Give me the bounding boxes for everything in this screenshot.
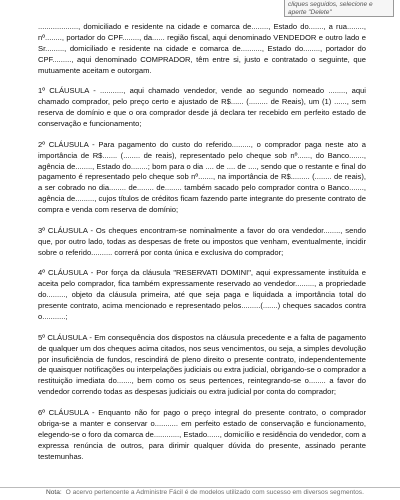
clause-3: 3º CLÁUSULA - Os cheques encontram-se nominalmente a favor do ora vendedor........, sendo que, por outro lado, todas as despesas de frete ou impostos que venham, eventualmente, incidir sobre o referido.......... correrá por conta única e exclusiva do comprador; [38, 225, 366, 257]
footnote-text: O acervo pertencente a Administre Fácil é de modelos utilizado com sucesso em diversos segmentos. [65, 489, 364, 496]
clause-5: 5º CLÁUSULA - Em consequência dos dispostos na cláusula precedente e a falta de pagamento de qualquer um dos cheques acima citados, nos seus vencimentos, ou seja, a simples devolução por insuficiência de fundos, rescindirá de pleno direito o presente contrato, independentemente de quaisquer notificações ou interpelações judiciais ou extra judicial, obrigando-se o comprador a restituição imediata do......., bem como os seus pertences, reintegrando-se o........ a favor do vendedor correndo todas as despesas judiciais ou extra judicial por conta do comprador; [38, 332, 366, 397]
contract-body [38, 22, 366, 472]
contract-preamble: ..................., domiciliado e residente na cidade e comarca de........, Estado do......., a rua........, nº........, portador do CPF........, da...... região fiscal, aqui denominado VENDEDOR e outro lado e Sr........., domiciliado e residente na cidade e comarca de.........., Estado do........, portador do CPF........., aqui denominado COMPRADOR, têm entre si, justo e contratado o seguinte, que mutuamente aceitam e outorgam. [38, 22, 366, 75]
footnote-label: Nota: [46, 489, 62, 496]
instruction-note-line-2: aperte "Delete" [288, 8, 332, 16]
clause-1: 1º CLÁUSULA - ..........., aqui chamado vendedor, vende ao segundo nomeado ........, aqui chamado comprador, pelo preço certo e ajustado de R$...... (......... de Reais), um (1) ......, sem reserva de domínio e que o ora comprador desde já declara ter recebido em perfeito estado de conservação e funcionamento; [38, 86, 366, 129]
instruction-note [284, 0, 394, 17]
instruction-note-line-1: cliques seguidos, selecione e [288, 1, 373, 8]
footnote [46, 489, 394, 496]
clause-6: 6º CLÁUSULA - Enquanto não for pago o preço integral do presente contrato, o comprador obriga-se a manter e conservar o........... em perfeito estado de conservação e funcionamento, elegendo-se o foro da comarca de............, Estado......, domicílio e residência do vendedor, com a expressa renúncia de outros, para dirimir qualquer dúvida do presente, assinado perante testemunhas. [38, 407, 366, 461]
clause-2: 2º CLÁUSULA - Para pagamento do custo do referido........., o comprador paga neste ato a importância de R$....... (........ de reais), representado pelo cheque sob nº......, do Banco......., agência de........, Estado do........; bom para o dia .... de .... de ...., sendo que o restante e final do pagamento é representado pelo cheque sob nº......., na importância de R$......... (........ de reais), a ser cobrado no dia........ de........ de........ também sacado pelo comprador contra o Banco......., agência de........., cujos títulos de créditos ficam fazendo parte integrante do presente contrato de compra e venda com reserva de domínio; [38, 139, 366, 215]
clause-4: 4º CLÁUSULA - Por força da cláusula "RESERVATI DOMINI", aqui expressamente instituída e aceita pelo comprador, fica também expressamente reservado ao vendedor........., a propriedade do........., objeto da cláusula primeira, até que seja paga e liquidada a importância total do presente contrato, acima mencionado e representado pelos.........(.......) cheques sacados contra o...........; [38, 268, 366, 322]
footer-divider [0, 487, 400, 488]
